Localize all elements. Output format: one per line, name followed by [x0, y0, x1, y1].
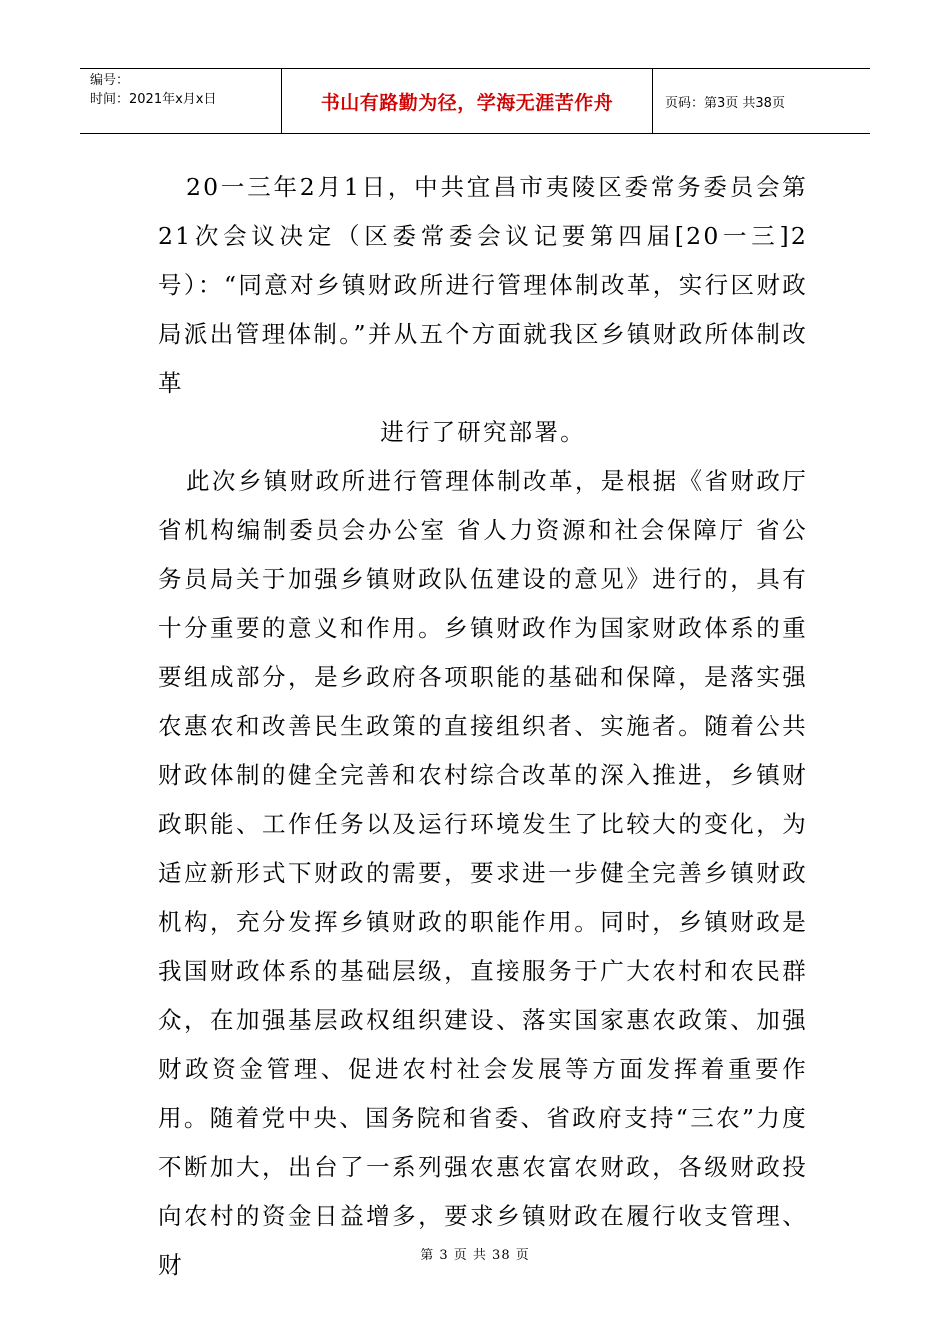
header-motto: 书山有路勤为径，学海无涯苦作舟	[282, 69, 653, 133]
page-footer: 第 3 页 共 38 页	[420, 1248, 530, 1263]
paragraph-2: 此次乡镇财政所进行管理体制改革，是根据《省财政厅省机构编制委员会办公室 省人力资源和社会保障厅 省公务员局关于加强乡镇财政队伍建设的意见》进行的，具有十分重要的意义和作用。乡镇财政作为国家财政体系的重要组成部分，是乡政府各项职能的基础和保障，是落实强农惠农和改善民生政策的直接组织者、实施者。随着公共财政体制的健全完善和农村综合改革的深入推进，乡镇财政职能、工作任务以及运行环境发生了比较大的变化，为适应新形式下财政的需要，要求进一步健全完善乡镇财政机构，充分发挥乡镇财政的职能作用。同时，乡镇财政是我国财政体系的基础层级，直接服务于广大农村和农民群众，在加强基层政权组织建设、落实国家惠农政策、加强财政资金管理、促进农村社会发展等方面发挥着重要作用。随着党中央、国务院和省委、省政府支持“三农”力度不断加大，出台了一系列强农惠农富农财政，各级财政投向农村的资金日益增多，要求乡镇财政在履行收支管理、财	[158, 467, 808, 1279]
paragraph-1-tail: 进行了研究部署。	[380, 418, 586, 446]
header-meta	[80, 69, 282, 133]
document-time-label: 时间：2021年x月x日	[90, 92, 217, 107]
header-page-info: 页码：第3页 共38页	[665, 95, 785, 111]
document-number-label: 编号：	[90, 73, 130, 88]
paragraph-1-main: 20一三年2月1日，中共宜昌市夷陵区委常务委员会第21次会议决定（区委常委会议记要第四届[20一三]2号）：“同意对乡镇财政所进行管理体制改革，实行区财政局派出管理体制。”并从五个方面就我区乡镇财政所体制改革	[158, 173, 808, 397]
paragraph-1	[158, 163, 808, 457]
document-header	[80, 68, 870, 134]
document-body	[158, 163, 808, 1290]
